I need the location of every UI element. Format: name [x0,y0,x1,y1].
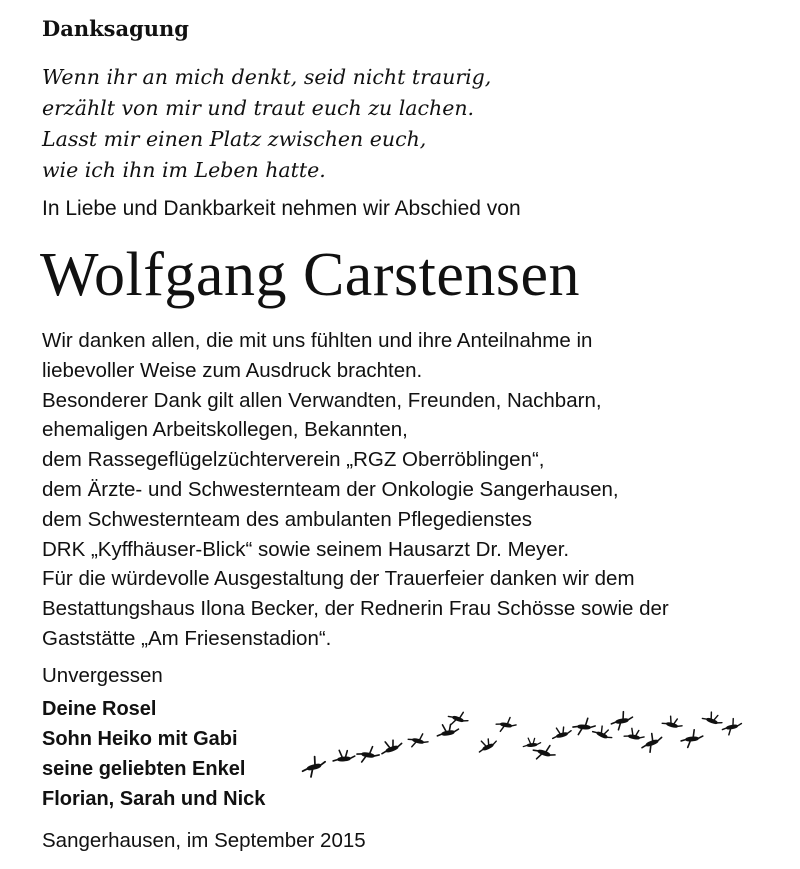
body-line: Gaststätte „Am Friesenstadion“. [42,626,332,650]
body-line: dem Schwesternteam des ambulanten Pflegedienstes [42,507,533,531]
body-line: liebevoller Weise zum Ausdruck brachten. [42,358,423,382]
thanks-text [42,326,669,654]
flying-birds-icon [300,705,750,785]
bird-shape [721,717,743,736]
bird-shape [680,729,703,748]
body-line: ehemaligen Arbeitskollegen, Bekannten, [42,418,408,442]
poem-line: Wenn ihr an mich denkt, seid nicht traurig, [42,65,492,89]
bird-shape [702,710,724,726]
unvergessen-label: Unvergessen [42,664,163,687]
family-signature [42,694,265,814]
poem [42,62,491,186]
bird-shape [624,727,645,740]
bird-shape [523,737,541,747]
body-line: Besonderer Dank gilt allen Verwandten, Freunden, Nachbarn, [42,388,602,412]
bird-shape [436,722,460,736]
bird-shape [300,754,328,778]
bird-shape [332,749,355,761]
heading: Danksagung [42,16,189,41]
body-line: dem Ärzte- und Schwesternteam der Onkologie Sangerhausen, [42,477,619,501]
deceased-name: Wolfgang Carstensen [40,241,580,309]
poem-line: wie ich ihn im Leben hatte. [42,158,326,182]
body-line: Wir danken allen, die mit uns fühlten und ihre Anteilnahme in [42,329,593,352]
poem-line: erzählt von mir und traut euch zu lachen. [42,96,475,120]
bird-shape [572,717,595,736]
family-line: Sohn Heiko mit Gabi [42,728,238,750]
bird-shape [495,715,517,734]
family-line: seine geliebten Enkel [42,758,246,780]
bird-shape [379,737,403,754]
bird-shape [662,715,684,729]
body-line: DRK „Kyffhäuser-Blick“ sowie seinem Hausarzt Dr. Meyer. [42,537,570,561]
bird-shape [476,735,498,752]
bird-shape [356,744,381,765]
bird-shape [639,731,665,754]
body-line: Für die würdevolle Ausgestaltung der Trauerfeier danken wir dem [42,567,635,591]
intro-text: In Liebe und Dankbarkeit nehmen wir Abschied von [42,197,521,220]
body-line: dem Rassegeflügelzüchterverein „RGZ Oberröblingen“, [42,448,545,472]
bird-shape [550,725,572,739]
body-line: Bestattungshaus Ilona Becker, der Rednerin Frau Schösse sowie der [42,597,669,621]
bird-shape [407,731,430,751]
bird-shape [610,710,635,731]
family-line: Florian, Sarah und Nick [42,788,266,810]
place-date: Sangerhausen, im September 2015 [42,829,366,852]
poem-line: Lasst mir einen Platz zwischen euch, [42,127,427,151]
family-line: Deine Rosel [42,698,157,720]
